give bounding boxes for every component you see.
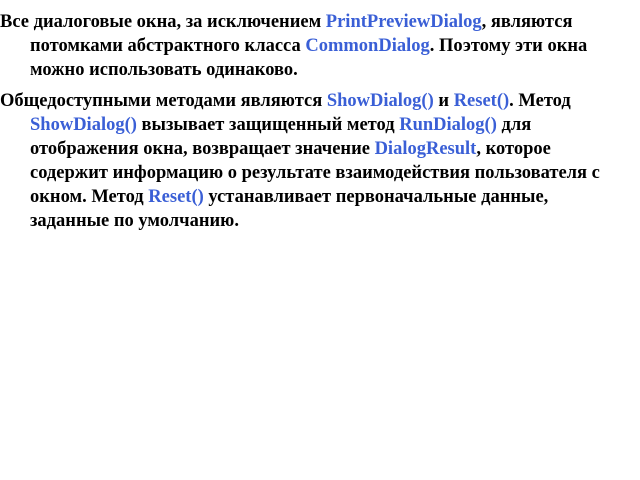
text-segment: . Метод xyxy=(509,91,571,111)
text-segment: и xyxy=(433,91,454,111)
type-name-dialogresult: DialogResult xyxy=(374,139,477,159)
paragraph-common-dialog xyxy=(0,10,628,82)
text-segment: вызывает защищенный метод xyxy=(136,115,400,135)
text-segment: , являются потомками абстрактного класса xyxy=(30,12,573,56)
text-segment: , которое содержит информацию о результате взаимодействия пользователя с окном. Метод xyxy=(30,139,600,207)
method-name-reset: Reset() xyxy=(453,91,510,111)
class-name-printpreviewdialog: PrintPreviewDialog xyxy=(325,12,482,32)
text-segment: . Поэтому эти окна можно использовать одинаково. xyxy=(30,36,588,80)
class-name-commondialog: CommonDialog xyxy=(305,36,430,56)
text-segment: Общедоступными методами являются xyxy=(0,91,327,111)
method-name-showdialog: ShowDialog() xyxy=(30,115,137,135)
method-name-reset: Reset() xyxy=(148,187,204,207)
method-name-showdialog: ShowDialog() xyxy=(326,91,434,111)
text-segment: Все диалоговые окна, за исключением xyxy=(0,12,326,32)
text-segment: для отображения окна, возвращает значение xyxy=(30,115,532,159)
method-name-rundialog: RunDialog() xyxy=(399,115,497,135)
paragraph-public-methods xyxy=(0,89,628,233)
text-segment: устанавливает первоначальные данные, заданные по умолчанию. xyxy=(30,187,549,231)
